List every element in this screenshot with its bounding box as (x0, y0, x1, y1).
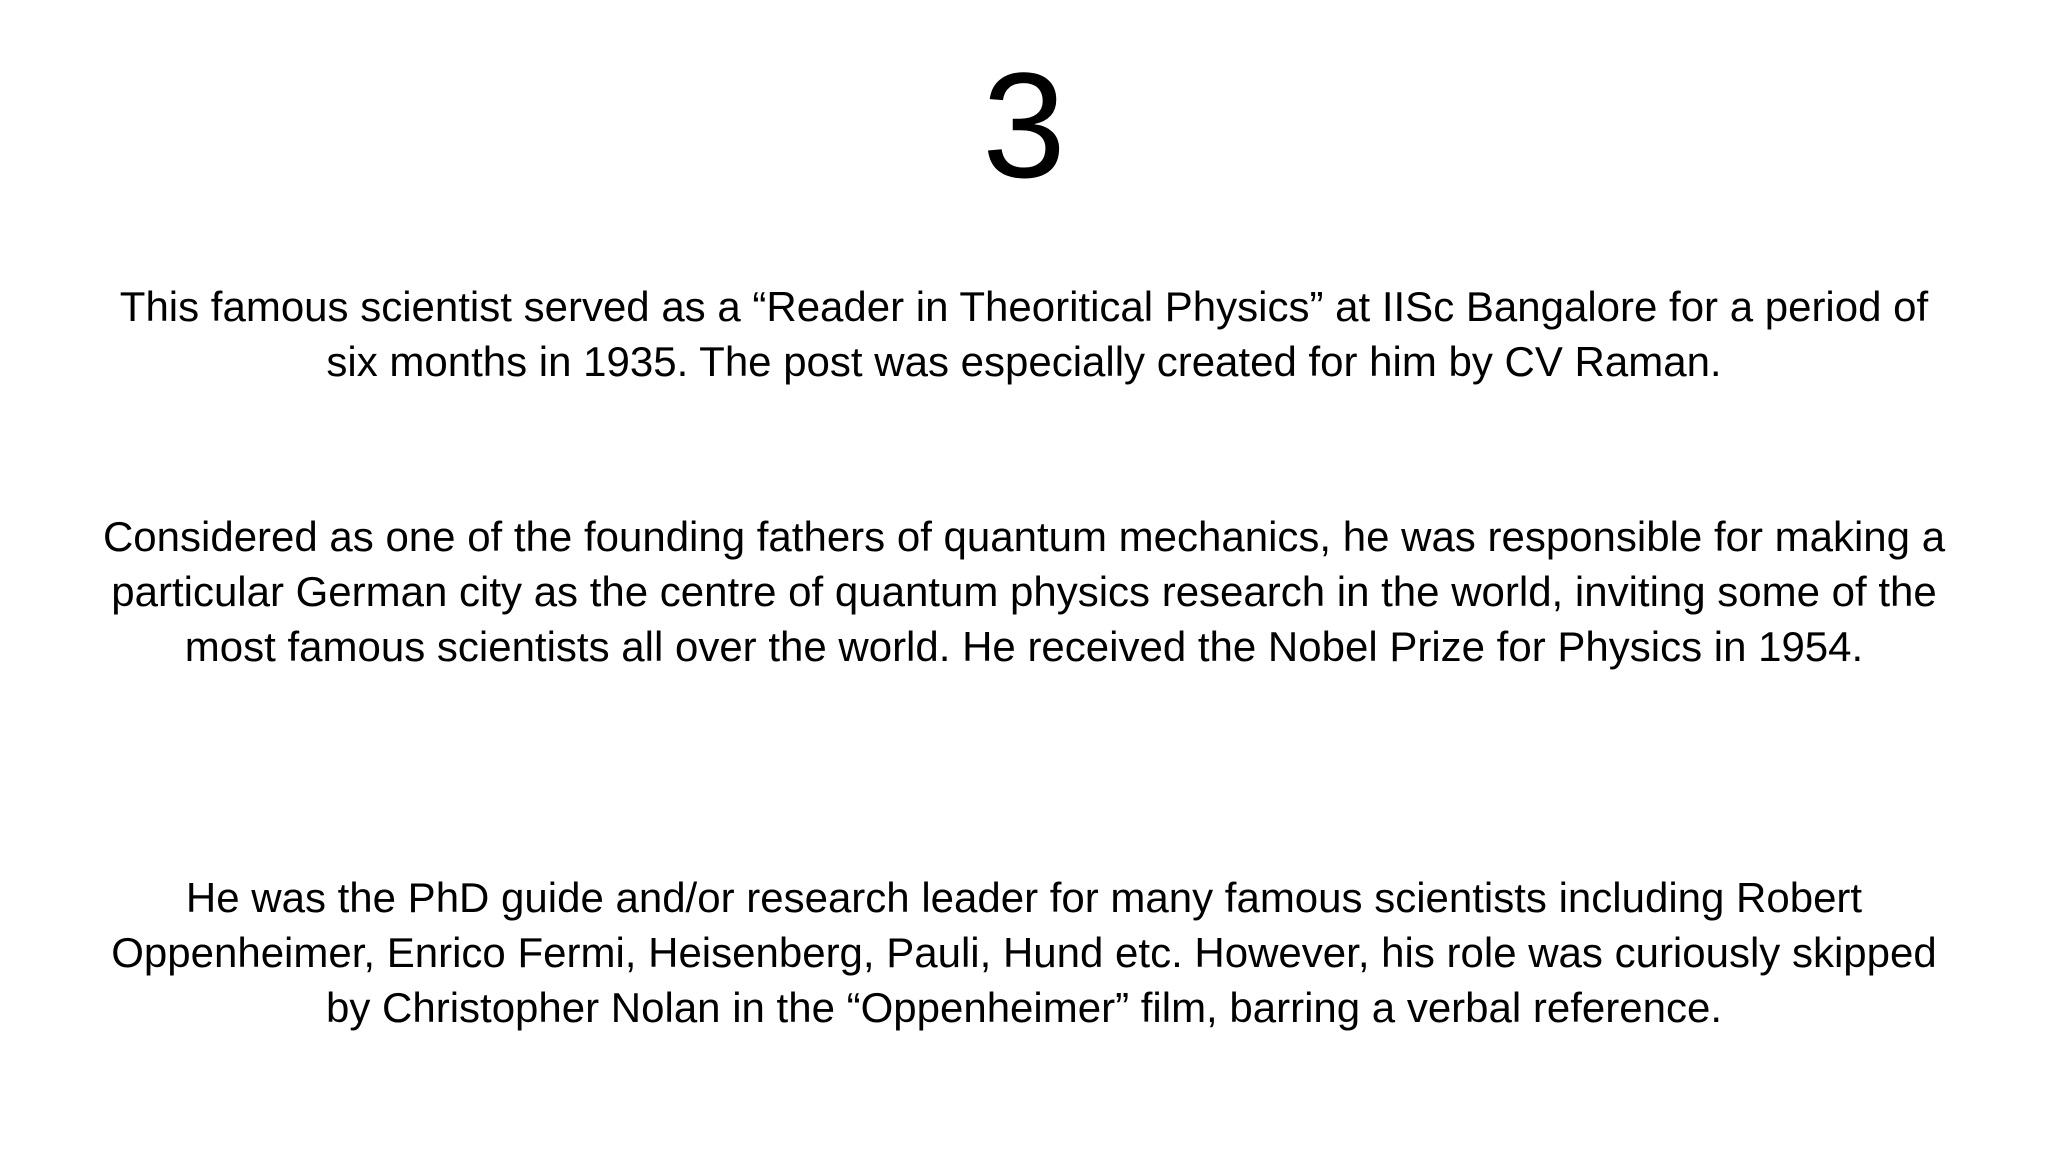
clue-paragraph-1: This famous scientist served as a “Reader in Theoritical Physics” at IISc Bangalore for a period of six months in 1935. The post was especially created for him by CV Raman. (119, 283, 1929, 385)
clue-paragraph-3: He was the PhD guide and/or research leader for many famous scientists including Robert Oppenheimer, Enrico Fermi, Heisenberg, Pauli, Hund etc. However, his role was curiously skipped by Christopher Nolan in the “Oppenheimer” film, barring a verbal reference. (111, 874, 1937, 1031)
slide-number: 3 (982, 41, 1066, 209)
clue-paragraph-2: Considered as one of the founding fathers of quantum mechanics, he was responsible for making a particular German city as the centre of quantum physics research in the world, inviting some of the most famous scientists all over the world. He received the Nobel Prize for Physics in 1954. (102, 513, 1946, 670)
